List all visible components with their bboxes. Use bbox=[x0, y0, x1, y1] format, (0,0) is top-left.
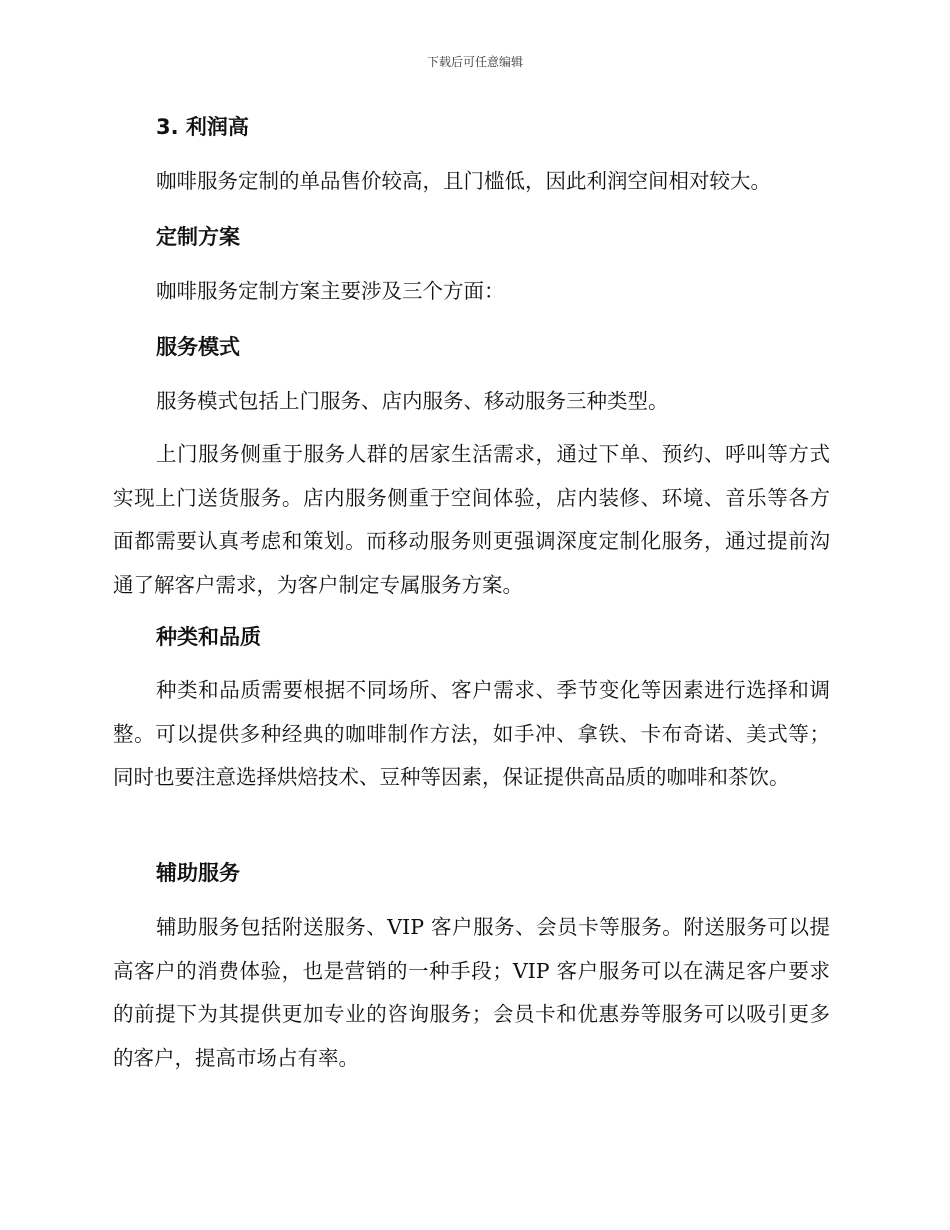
page-header: 下载后可任意编辑 bbox=[426, 55, 523, 69]
section-heading-variety-quality: 种类和品质 bbox=[156, 625, 261, 649]
paragraph-auxiliary-service: 辅助服务包括附送服务、VIP 客户服务、会员卡等服务。附送服务可以提高客户的消费体验，也是营销的一种手段；VIP 客户服务可以在满足客户要求的前提下为其提供更加专业的咨询服务；会员卡和优惠券等服务可以吸引更多的客户，提高市场占有率。 bbox=[113, 915, 830, 1070]
section-heading-profit: 3. 利润高 bbox=[156, 115, 249, 139]
paragraph-service-mode-detail: 上门服务侧重于服务人群的居家生活需求，通过下单、预约、呼叫等方式实现上门送货服务。店内服务侧重于空间体验，店内装修、环境、音乐等各方面都需要认真考虑和策划。而移动服务则更强调深度定制化服务，通过提前沟通了解客户需求，为客户制定专属服务方案。 bbox=[113, 442, 830, 597]
section-heading-service-mode: 服务模式 bbox=[156, 335, 240, 359]
paragraph-profit: 咖啡服务定制的单品售价较高，且门槛低，因此利润空间相对较大。 bbox=[156, 169, 771, 193]
paragraph-custom-plan: 咖啡服务定制方案主要涉及三个方面： bbox=[156, 279, 505, 303]
section-heading-auxiliary-service: 辅助服务 bbox=[156, 861, 240, 885]
paragraph-variety-quality: 种类和品质需要根据不同场所、客户需求、季节变化等因素进行选择和调整。可以提供多种经典的咖啡制作方法，如手冲、拿铁、卡布奇诺、美式等；同时也要注意选择烘焙技术、豆种等因素，保证提供高品质的咖啡和茶饮。 bbox=[113, 678, 830, 789]
paragraph-service-mode-intro: 服务模式包括上门服务、店内服务、移动服务三种类型。 bbox=[156, 389, 669, 413]
section-heading-custom-plan: 定制方案 bbox=[156, 225, 240, 249]
